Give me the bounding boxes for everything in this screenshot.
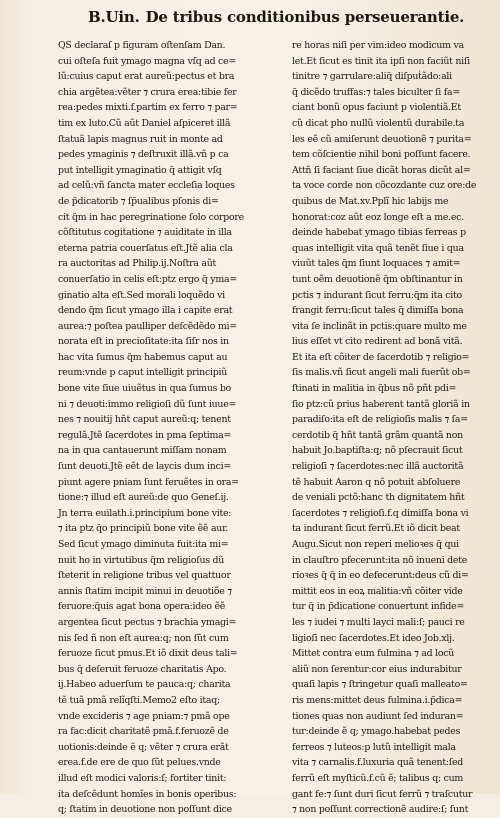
text-line: conuerſatio in celis eſt:ptz ergo q̃ yma= xyxy=(58,273,237,285)
text-line: habuit Jo.baptiſta:q; nõ pſecrauit ſicut xyxy=(292,445,463,457)
text-line: ſteterit in religione tribus vel quattuor xyxy=(58,570,231,582)
text-line: ligioſi nec ſacerdotes.Et ideo Job.xlj. xyxy=(292,632,455,644)
text-line: aurea:⁊ poſtea paulliper deſcẽdẽdo mi= xyxy=(58,320,237,332)
text-line: ferreos ⁊ luteos:p lutũ intelligit mala xyxy=(292,741,456,753)
left-text-column xyxy=(58,38,276,816)
text-line: ni ⁊ deuoti:immo religioſi dũ ſunt iuue= xyxy=(58,398,237,410)
text-line: mittit eos in eoꝝ malitia:vñ cõiter vide xyxy=(292,585,463,597)
text-line: Jn terra euilath.i.principium bone vite: xyxy=(58,507,232,519)
text-line: quaſi lapis ⁊ ſtringetur quaſi malleato= xyxy=(292,679,468,691)
text-line: tem cõſcientie nihil boni poſſunt facere. xyxy=(292,149,471,161)
text-line: Sed ſicut ymago diminuta fuit:ita mi= xyxy=(58,539,229,550)
text-line: tunt oẽm deuotionẽ q̃m obſtinantur in xyxy=(292,273,463,285)
text-line: Augu.Sicut non reperi melioꝛes q̃ qui xyxy=(292,539,459,550)
text-line: rea:pedes mixti.f.partim ex ferro ⁊ par= xyxy=(58,102,238,114)
text-line: argentea ſicut pectus ⁊ brachia ymagi= xyxy=(58,616,237,628)
text-line: de veniali pctõ:hanc th dignitatem hñt xyxy=(292,492,465,504)
text-line: ciant bonũ opus faciunt p violentiã.Et xyxy=(292,102,461,114)
text-line: nis ſed ñ non eſt aurea:q; non ſũt cum xyxy=(58,632,229,644)
text-line: tione:⁊ illud eſt aureũ:de quo Geneſ.ij. xyxy=(58,492,229,504)
text-line: in clauſtro pfecerunt:ita nõ inueni dete xyxy=(292,554,468,566)
text-line: bus q̃ deſeruit feruoze charitatis Apo. xyxy=(58,663,227,675)
text-line: cit q̃m in hac peregrinatione ſolo corpore xyxy=(58,211,244,223)
text-line: nuit ho in virtutibus q̃m religioſus dũ xyxy=(58,554,225,566)
right-text-column xyxy=(292,38,492,816)
text-line: dendo q̃m ſicut ymago illa i capite erat xyxy=(58,305,233,317)
text-line: hac vita ſumus q̃m habemus caput au xyxy=(58,351,228,363)
text-line: ſis malis.vñ ſicut angeli mali fuerũt ob= xyxy=(292,367,471,379)
text-line: illud eſt modici valoris:ſ; fortiter tinit: xyxy=(58,772,227,784)
text-line: tiones quas non audiunt ſed induran= xyxy=(292,710,464,722)
text-line: les ⁊ iudei ⁊ multi layci mali:ſ; pauci re xyxy=(292,616,465,628)
text-line: Mittet contra eum fulmina ⁊ ad locũ xyxy=(292,648,455,660)
text-line: let.Et ſicut es tinit ita ipſi non faciũt niſi xyxy=(292,55,470,67)
text-line: ginatio alta eſt.Sed morali loquẽdo vi xyxy=(58,289,225,301)
text-line: norata eſt in precioſitate:ita ſiſr nos in xyxy=(58,336,229,348)
text-line: na in qua cantauerunt miſſam nonam xyxy=(58,445,227,457)
text-line: ra fac:dicit charitatẽ pmã.f.feruozẽ de xyxy=(58,726,229,738)
chapter-title: De tribus conditionibus perseuerantie. xyxy=(145,8,465,26)
text-line: lũ:cuius caput erat aureũ:pectus et bra xyxy=(58,71,235,83)
text-line: ij.Habeo aduerſum te pauca:q; charita xyxy=(58,679,231,691)
text-line: quibus de Mat.xv.Pplĩ hic labijs me xyxy=(292,195,449,207)
text-line: QS declaraſ p figuram oſtenſam Dan. xyxy=(58,40,226,51)
folio-signature: B.Uin. xyxy=(88,8,140,26)
text-line: feruore:q̃uis agat bona opera:ideo ẽẽ xyxy=(58,601,226,613)
text-line: vita ſe inclinãt in pctis:quare multo me xyxy=(292,320,467,332)
text-line: eterna patria couerſatus eſt.Jtẽ alia cla xyxy=(58,242,233,254)
text-line: ſunt deuoti.Jtẽ eẽt de laycis dum inci= xyxy=(58,461,231,473)
text-line: aliũ non ſerentur:cor eius indurabitur xyxy=(292,663,462,675)
text-line: les eẽ cũ amiſerunt deuotionẽ ⁊ purita= xyxy=(292,133,472,145)
text-line: ⁊ non poſſunt correctionẽ audire:ſ; ſunt xyxy=(292,804,469,816)
text-line: religioſi ⁊ ſacerdotes:nec illã auctoritã xyxy=(292,461,464,473)
text-line: tẽ tuã pmã relĩqſti.Memo2 eſto itaq; xyxy=(58,694,220,706)
text-line: ſtatuã lapis magnus ruit in monte ad xyxy=(58,133,223,145)
text-line: nes ⁊ nouitij hñt caput aureũ:q; tenent xyxy=(58,414,231,426)
text-line: chia argẽtea:vẽter ⁊ crura erea:tibie fer xyxy=(58,86,237,98)
text-line: ſtinati in malitia in q̃bus nõ pñt pdi= xyxy=(292,383,457,395)
text-line: ſio ptz:cũ prius haberent tantã gloriã in xyxy=(292,398,470,410)
text-line: re horas niſi per vim:ideo modicum va xyxy=(292,40,464,51)
text-line: tim ex luto.Cũ aũt Daniel aſpiceret illã xyxy=(58,117,231,129)
text-line: q̃ dicẽdo truffas:⁊ tales biculter ſi fa= xyxy=(292,86,460,98)
text-line: ⁊ ita ptz q̃o principiũ bone vite ẽẽ aur. xyxy=(58,523,229,535)
text-line: cerdotib q̃ hñt tantã grãm quantã non xyxy=(292,429,463,441)
text-line: gant fe:⁊ ſunt duri ſicut ferrũ ⁊ traſcutur xyxy=(292,788,473,800)
text-line: erea.f.de ere de quo ſũt pelues.vnde xyxy=(58,757,221,769)
text-line: viuũt tales q̃m ſiunt loquaces ⁊ amit= xyxy=(292,258,461,270)
text-line: paradiſo:ita eſt de religioſis malis ⁊ ſa= xyxy=(292,414,468,426)
text-line: uotionis:deinde ẽ q; vẽter ⁊ crura erãt xyxy=(58,741,229,753)
text-line: frangit ferru:ſicut tales q̃ dimiſſa bona xyxy=(292,305,464,317)
text-line: annis ſtatim incipit minui in deuotiõe ⁊ xyxy=(58,585,232,597)
text-line: vita ⁊ carnalis.f.luxuria quã tenent:ſed xyxy=(292,757,464,769)
text-line: tur:deinde ẽ q; ymago.habebat pedes xyxy=(292,726,461,738)
text-line: ſacerdotes ⁊ religioſi.f.q dimiſſa bona vi xyxy=(292,507,469,519)
text-line: cõſtitutus cogitatione ⁊ auiditate in illa xyxy=(58,227,232,239)
text-line: ra auctoritas ad Philip.ij.Noſtra aũt xyxy=(58,258,217,270)
text-line: tur q̃ in p̃dicatione conuertunt infide= xyxy=(292,601,465,613)
text-line: bone vite ſiue uiuẽtus in qua ſumus bo xyxy=(58,383,232,395)
text-line: piunt agere pniam ſunt feruẽtes in ora= xyxy=(58,476,239,488)
text-line: vnde excideris ⁊ age pniam:⁊ pmã ope xyxy=(58,710,230,722)
text-line: regulã.Jtẽ ſacerdotes in pma ſeptima= xyxy=(58,429,232,441)
text-line: deinde habebat ymago tibias ferreas p xyxy=(292,227,466,239)
text-line: Et ita eſt cõiter de ſacerdotib ⁊ religio= xyxy=(292,351,470,363)
text-line: feruoze ſicut pmus.Et iõ dixit deus tali= xyxy=(58,648,238,660)
text-line: ad celũ:vñ ſancta mater eccleſia loques xyxy=(58,180,235,192)
text-line: rioꝛes q̃ q̃ in eo defecerunt:deus cũ di= xyxy=(292,570,469,582)
text-line: pedes ymaginis ⁊ deſtruxit illã.vñ p ca xyxy=(58,149,229,161)
text-line: ris mens:mittet deus fulmina.i.p̃dica= xyxy=(292,694,463,706)
text-line: Attñ ſi faciant ſiue dicãt horas dicũt al= xyxy=(292,164,471,176)
text-line: q; ſtatim in deuotione non poſſunt dice xyxy=(58,804,232,816)
text-line: reum:vnde p caput intelligit principiũ xyxy=(58,367,227,379)
text-line: ta indurant ſicut ferrũ.Et iõ dicit beat xyxy=(292,523,460,535)
text-line: put intelligit ymaginatio q̃ attigit vſq xyxy=(58,164,222,176)
text-line: pctis ⁊ indurant ſicut ferru:q̃m ita cito xyxy=(292,289,462,301)
text-line: de p̃dicatorib ⁊ ſp̃ualibus pſonis di= xyxy=(58,195,219,207)
text-line: tinitre ⁊ garrulare:aliq̃ diſpuṫãdo:ali xyxy=(292,71,452,83)
text-line: cũ dicat pho nullũ violentũ durabile.ta xyxy=(292,117,465,129)
text-line: ta voce corde non cõcozdante cuz ore:de xyxy=(292,180,477,192)
text-line: cui oſteſa fuit ymago magna vſq ad ce= xyxy=(58,55,236,67)
text-line: ferrũ eſt myſticũ.f.cũ ẽ; talibus q; cum xyxy=(292,772,464,784)
text-line: honorat:coz aũt eoz longe eſt a me.ec. xyxy=(292,211,464,223)
text-line: tẽ habuit Aaron q nõ potuit abſoluere xyxy=(292,476,461,488)
text-line: ita deſcẽdunt homĩes in bonis operibus: xyxy=(58,788,237,800)
text-line: lius eſſet vt cito redirent ad bonã vitã. xyxy=(292,336,463,348)
running-header xyxy=(88,6,488,28)
text-line: quas intelligit vita quã tenẽt ſiue i qua xyxy=(292,242,464,254)
